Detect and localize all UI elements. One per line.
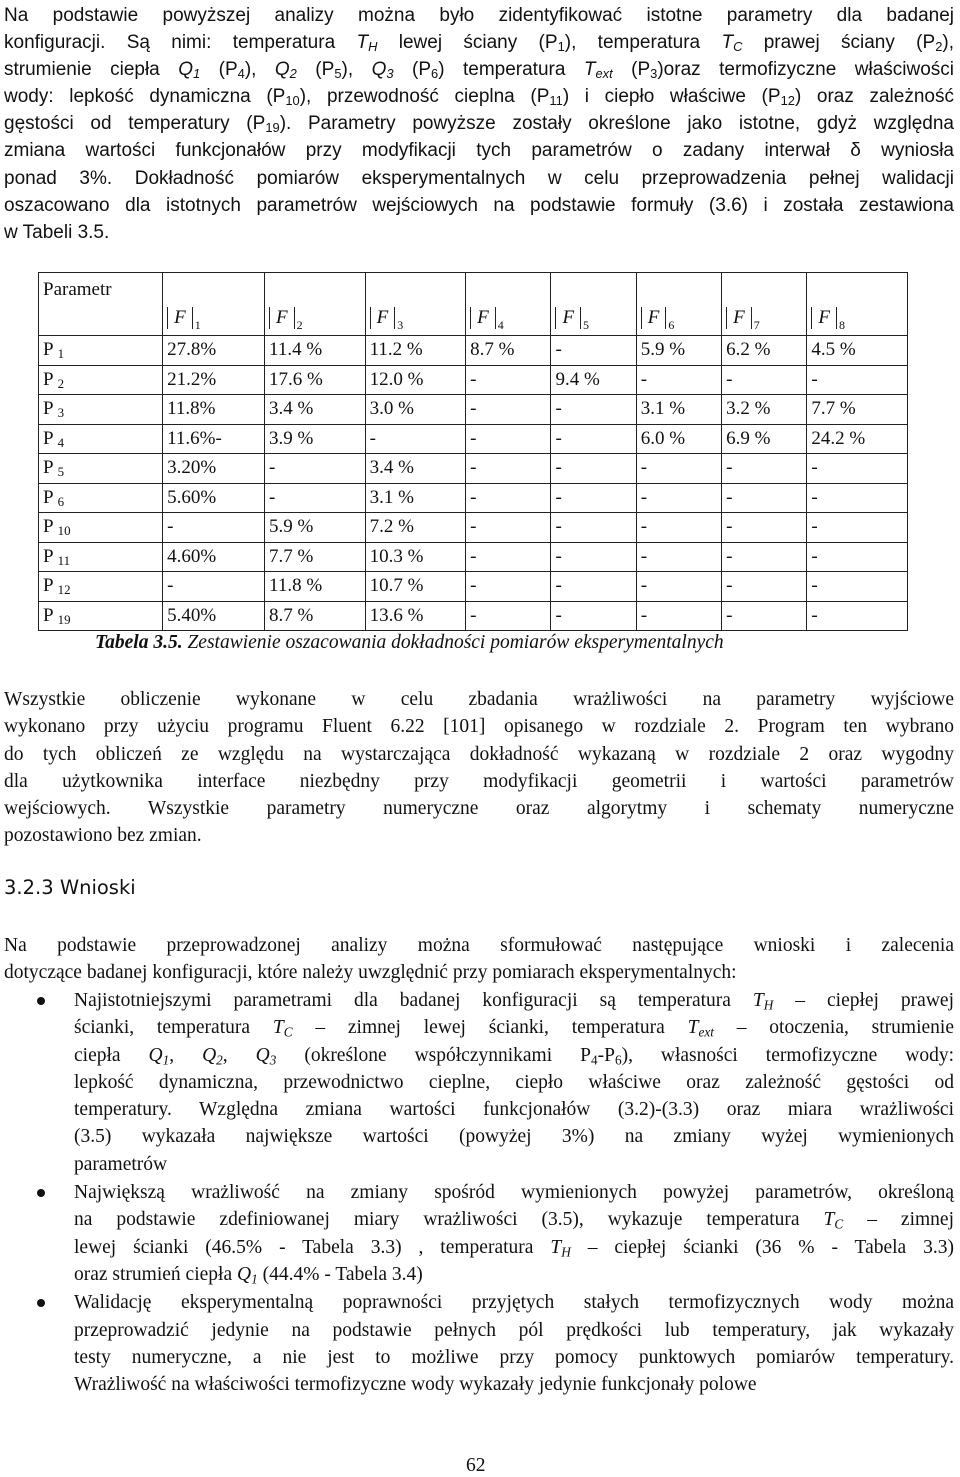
software-paragraph-line: dla użytkownika interface niezbędny przy modyfikacji geometrii i wartości parametrów: [4, 770, 954, 792]
conclusion-line: Największą wrażliwość na zmiany spośród wymienionych powyżej parametrów, określoną: [74, 1182, 954, 1204]
value-cell: -: [163, 513, 265, 543]
functional-symbol: F: [269, 307, 295, 329]
value-cell: 17.6 %: [265, 365, 366, 395]
bullet-icon: [37, 997, 45, 1005]
value-cell: -: [636, 572, 721, 602]
functional-index: 7: [753, 318, 760, 332]
value-cell: -: [551, 483, 636, 513]
value-cell: 3.9 %: [265, 424, 366, 454]
value-cell: 9.4 %: [551, 365, 636, 395]
value-cell: 8.7 %: [466, 336, 551, 366]
conclusion-line: parametrów: [74, 1153, 168, 1175]
value-cell: 3.1 %: [636, 395, 721, 425]
value-cell: -: [636, 542, 721, 572]
functional-index: 3: [397, 318, 404, 332]
value-cell: 4.5 %: [807, 336, 908, 366]
value-cell: -: [265, 483, 366, 513]
conclusion-item: [0, 1289, 960, 1398]
table-header-f5: [551, 273, 636, 336]
conclusion-text: [74, 1289, 954, 1398]
value-cell: 5.9 %: [636, 336, 721, 366]
intro-paragraph-line: oszacowano dla istotnych parametrów wejściowych na podstawie formuły (3.6) i została zestawiona: [4, 194, 954, 216]
value-cell: 13.6 %: [365, 601, 466, 631]
conclusion-line: na podstawie zdefiniowanej miary wrażliwości (3.5), wykazuje temperatura $T_C$ – zimnej: [74, 1209, 954, 1232]
table-row: [39, 572, 908, 602]
software-paragraph: [4, 686, 954, 850]
conclusion-item: [0, 1179, 960, 1288]
table-caption: [95, 632, 724, 654]
value-cell: 6.2 %: [722, 336, 807, 366]
table-header-f8: [807, 273, 908, 336]
software-paragraph-line: pozostawiono bez zmian.: [4, 825, 202, 847]
conclusion-line: przeprowadzić jedynie na podstawie pełnych pól prędkości lub temperatury, jak wykazały: [74, 1319, 954, 1341]
value-cell: -: [807, 542, 908, 572]
value-cell: 8.7 %: [265, 601, 366, 631]
functional-index: 2: [296, 318, 303, 332]
intro-paragraph-line: strumienie ciepła $Q_1$ $(P_4)$, $Q_2$ $(P_5)$, $Q_3$ $(P_6)$ temperatura $T_{ext}$ $(P_3)oraz$ termofizyczne właściwości: [4, 59, 954, 82]
parameter-cell: P $_{11}$: [39, 542, 163, 572]
table-row: [39, 395, 908, 425]
value-cell: -: [466, 572, 551, 602]
section-heading: 3.2.3 Wnioski: [4, 876, 136, 899]
value-cell: -: [466, 454, 551, 484]
parameter-cell: P $_4$: [39, 424, 163, 454]
value-cell: 7.7 %: [807, 395, 908, 425]
conclusion-line: (3.5) wykazała największe wartości (powyżej 3%) na zmiany wyżej wymienionych: [74, 1126, 954, 1148]
value-cell: -: [551, 601, 636, 631]
functional-symbol: F: [641, 307, 667, 329]
conclusions-intro-line: dotyczące badanej konfiguracji, które należy uwzględnić przy pomiarach eksperymentalnych:: [4, 962, 737, 984]
functional-symbol: F: [470, 307, 496, 329]
value-cell: -: [636, 601, 721, 631]
software-paragraph-line: wejściowych. Wszystkie parametry numeryczne oraz algorytmy i schematy numeryczne: [4, 798, 954, 820]
conclusion-text: [74, 987, 954, 1178]
conclusion-item: [0, 987, 960, 1178]
table-row: [39, 365, 908, 395]
table-header-f4: [466, 273, 551, 336]
conclusion-line: oraz strumień ciepła $Q_1$ (44.4% - Tabela 3.4): [74, 1263, 423, 1287]
value-cell: -: [807, 572, 908, 602]
value-cell: -: [163, 572, 265, 602]
value-cell: -: [466, 365, 551, 395]
intro-paragraph-line: zmiana wartości funkcjonałów przy modyfikacji tych parametrów o zadany interwał δ wyniosła: [4, 140, 954, 162]
value-cell: 5.40%: [163, 601, 265, 631]
conclusions-intro-paragraph: [4, 932, 954, 987]
value-cell: -: [466, 601, 551, 631]
parameter-cell: P $_{12}$: [39, 572, 163, 602]
bullet-icon: [37, 1189, 45, 1197]
functional-index: 6: [668, 318, 675, 332]
value-cell: -: [722, 365, 807, 395]
conclusion-line: ciepła $Q_1$, $Q_2$, $Q_3$ (określone współczynnikami $P_4-P_6$), własności termofizyczne wody:: [74, 1044, 954, 1067]
value-cell: 11.8 %: [265, 572, 366, 602]
caption-text: Zestawienie oszacowania dokładności pomiarów eksperymentalnych: [182, 632, 724, 653]
table-row: [39, 513, 908, 543]
functional-symbol: F: [167, 307, 193, 329]
accuracy-table: [38, 272, 908, 631]
value-cell: -: [551, 513, 636, 543]
table-header-row: [39, 273, 908, 336]
value-cell: -: [466, 483, 551, 513]
value-cell: 10.3 %: [365, 542, 466, 572]
table-row: [39, 336, 908, 366]
value-cell: 6.0 %: [636, 424, 721, 454]
table-row: [39, 483, 908, 513]
value-cell: 3.0 %: [365, 395, 466, 425]
value-cell: 3.1 %: [365, 483, 466, 513]
parameter-cell: P $_5$: [39, 454, 163, 484]
value-cell: 12.0 %: [365, 365, 466, 395]
functional-index: 1: [194, 318, 201, 332]
value-cell: 27.8%: [163, 336, 265, 366]
conclusion-line: Wrażliwość na właściwości termofizyczne wody wykazały jedynie funkcjonały polowe: [74, 1374, 757, 1396]
conclusion-line: Najistotniejszymi parametrami dla badanej konfiguracji są temperatura $T_H$ – ciepłej prawej: [74, 990, 954, 1013]
functional-index: 5: [583, 318, 590, 332]
functional-symbol: F: [811, 307, 837, 329]
value-cell: 5.60%: [163, 483, 265, 513]
table-row: [39, 601, 908, 631]
value-cell: 21.2%: [163, 365, 265, 395]
value-cell: -: [551, 542, 636, 572]
conclusion-line: Walidację eksperymentalną poprawności przyjętych stałych termofizycznych wody można: [74, 1292, 954, 1314]
value-cell: -: [466, 513, 551, 543]
bullet-icon: [37, 1299, 45, 1307]
value-cell: -: [551, 424, 636, 454]
parameter-cell: P $_6$: [39, 483, 163, 513]
caption-label: Tabela 3.5.: [95, 632, 183, 653]
value-cell: -: [807, 454, 908, 484]
table-header-f7: [722, 273, 807, 336]
value-cell: 3.4 %: [365, 454, 466, 484]
functional-index: 8: [839, 318, 846, 332]
value-cell: -: [265, 454, 366, 484]
value-cell: -: [551, 336, 636, 366]
value-cell: 11.2 %: [365, 336, 466, 366]
software-paragraph-line: wykonano przy użyciu programu Fluent 6.22 [101] opisanego w rozdziale 2. Program ten wybrano: [4, 716, 954, 738]
value-cell: 3.2 %: [722, 395, 807, 425]
intro-paragraph-line: w Tabeli 3.5.: [4, 221, 110, 243]
value-cell: -: [551, 454, 636, 484]
table-row: [39, 454, 908, 484]
parameter-cell: P $_2$: [39, 365, 163, 395]
conclusion-line: lepkość dynamiczna, przewodnictwo cieplne, ciepło właściwe oraz zależność gęstości od: [74, 1071, 954, 1093]
value-cell: -: [807, 483, 908, 513]
intro-paragraph-line: gęstości od temperatury $(P_{19})$. Parametry powyższe zostały określone jako istotne, gdyż względna: [4, 113, 954, 136]
value-cell: -: [636, 454, 721, 484]
software-paragraph-line: Wszystkie obliczenie wykonane w celu zbadania wrażliwości na parametry wyjściowe: [4, 689, 954, 710]
value-cell: -: [722, 572, 807, 602]
functional-symbol: F: [555, 307, 581, 329]
value-cell: -: [365, 424, 466, 454]
intro-paragraph-line: wody: lepkość dynamiczna $(P_{10})$, przewodność cieplna $(P_{11})$ i ciepło właściwe $(P_{12})$ oraz zależność: [4, 86, 954, 109]
value-cell: -: [722, 601, 807, 631]
value-cell: 3.4 %: [265, 395, 366, 425]
conclusions-intro-line: Na podstawie przeprowadzonej analizy można sformułować następujące wnioski i zalecenia: [4, 935, 954, 956]
value-cell: -: [722, 483, 807, 513]
intro-paragraph-line: Na podstawie powyższej analizy można było zidentyfikować istotne parametry dla badanej: [4, 5, 954, 26]
value-cell: 7.7 %: [265, 542, 366, 572]
software-paragraph-line: do tych obliczeń ze względu na wystarczająca dokładność wykazaną w rozdziale 2 oraz wygodny: [4, 743, 954, 765]
value-cell: 3.20%: [163, 454, 265, 484]
parameter-cell: P $_{19}$: [39, 601, 163, 631]
conclusion-line: testy numeryczne, a nie jest to możliwe przy pomocy punktowych pomiarów temperatury.: [74, 1346, 954, 1368]
value-cell: -: [807, 601, 908, 631]
functional-symbol: F: [370, 307, 396, 329]
parameter-cell: P $_{10}$: [39, 513, 163, 543]
functional-index: 4: [497, 318, 504, 332]
table-header-f3: [365, 273, 466, 336]
intro-paragraph-line: konfiguracji. Są nimi: temperatura $T_H$ lewej ściany $(P_1)$, temperatura $T_C$ prawej ściany $(P_2)$,: [4, 32, 954, 55]
table-header-f1: [163, 273, 265, 336]
parameter-cell: P $_3$: [39, 395, 163, 425]
conclusion-text: [74, 1179, 954, 1288]
value-cell: -: [722, 513, 807, 543]
value-cell: -: [807, 513, 908, 543]
value-cell: 11.4 %: [265, 336, 366, 366]
value-cell: 11.6%-: [163, 424, 265, 454]
table-header-f6: [636, 273, 721, 336]
value-cell: -: [722, 454, 807, 484]
value-cell: -: [636, 483, 721, 513]
conclusions-list: [0, 987, 960, 1398]
value-cell: 6.9 %: [722, 424, 807, 454]
value-cell: 5.9 %: [265, 513, 366, 543]
value-cell: -: [466, 424, 551, 454]
value-cell: -: [722, 542, 807, 572]
value-cell: 4.60%: [163, 542, 265, 572]
table-header-parametr: Parametr: [39, 273, 163, 336]
value-cell: 11.8%: [163, 395, 265, 425]
value-cell: -: [466, 542, 551, 572]
value-cell: -: [551, 572, 636, 602]
table-header-f2: [265, 273, 366, 336]
functional-symbol: F: [726, 307, 752, 329]
value-cell: -: [636, 365, 721, 395]
intro-paragraph: [4, 2, 954, 246]
value-cell: 10.7 %: [365, 572, 466, 602]
value-cell: 24.2 %: [807, 424, 908, 454]
value-cell: -: [807, 365, 908, 395]
conclusion-line: lewej ścianki (46.5% - Tabela 3.3) , temperatura $T_H$ – ciepłej ścianki (36 % - Tabela 3.3): [74, 1236, 954, 1259]
conclusion-line: ścianki, temperatura $T_C$ – zimnej lewej ścianki, temperatura $T_{ext}$ – otoczenia, strumienie: [74, 1017, 954, 1040]
intro-paragraph-line: ponad 3%. Dokładność pomiarów eksperymentalnych w celu przeprowadzenia pełnej walidacji: [4, 167, 954, 189]
value-cell: -: [466, 395, 551, 425]
value-cell: 7.2 %: [365, 513, 466, 543]
table-row: [39, 424, 908, 454]
value-cell: -: [551, 395, 636, 425]
value-cell: -: [636, 513, 721, 543]
parameter-cell: P $_1$: [39, 336, 163, 366]
page-number: 62: [466, 1455, 486, 1476]
conclusion-line: temperatury. Względna zmiana wartości funkcjonałów (3.2)-(3.3) oraz miara wrażliwości: [74, 1099, 954, 1121]
table-row: [39, 542, 908, 572]
